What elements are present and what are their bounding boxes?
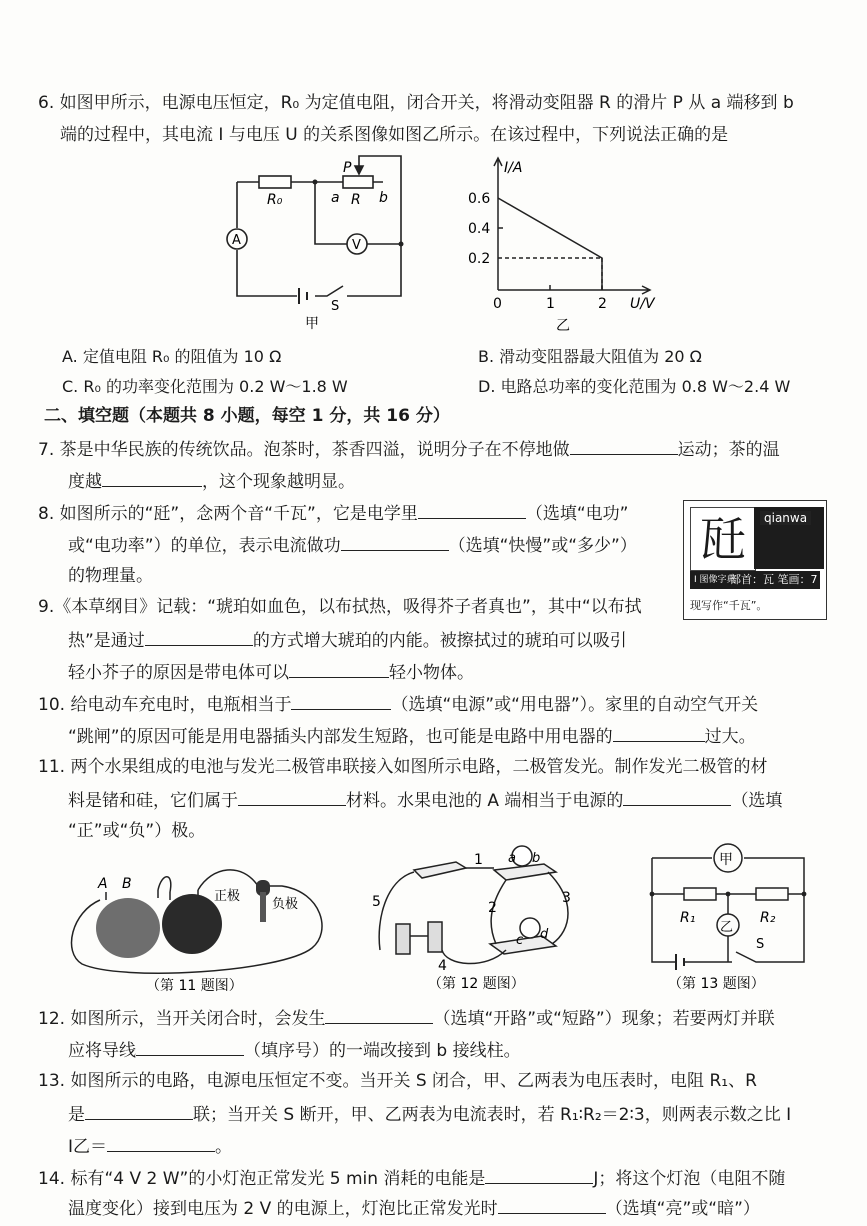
- q12-line2: 应将导线 （填序号）的一端改接到 b 接线柱。: [68, 1038, 521, 1062]
- q8-line3: 的物理量。: [68, 566, 153, 586]
- xtick-2: 2: [598, 296, 607, 312]
- q12-line1: 12. 如图所示，当开关闭合时，会发生 （选填“开路”或“短路”）现象；若要两灯并联: [38, 1006, 775, 1030]
- q11-line3: “正”或“负”）极。: [68, 821, 206, 841]
- q10-line1: 10. 给电动车充电时，电瓶相当于 （选填“电源”或“用电器”）。家里的自动空气开关: [38, 692, 758, 716]
- q8-blank-1[interactable]: [418, 501, 526, 519]
- q12-blank-2[interactable]: [136, 1038, 244, 1056]
- switch-label: S: [331, 299, 340, 314]
- graph-xlabel: U/V: [630, 296, 655, 312]
- wire-5-label: 5: [372, 894, 381, 910]
- dictionary-character: 瓩: [690, 507, 756, 571]
- q9-line1: 9.《本草纲目》记载：“琥珀如血色，以布拭热，吸得芥子者真也”，其中“以布拭: [38, 597, 642, 617]
- q6-option-d: D. 电路总功率的变化范围为 0.8 W～2.4 W: [478, 377, 791, 396]
- q11-blank-1[interactable]: [238, 788, 346, 806]
- terminal-c: c: [516, 933, 524, 948]
- terminal-d: d: [540, 927, 549, 942]
- ytick-0-2: 0.2: [468, 251, 491, 267]
- q13-line1: 13. 如图所示的电路，电源电压恒定不变。当开关 S 闭合，甲、乙两表为电压表时，电阻 R₁、R: [38, 1071, 757, 1091]
- fruit-1: [96, 898, 160, 958]
- q11-blank-2[interactable]: [623, 788, 731, 806]
- q8-line2: 或“电功率”）的单位，表示电流做功 （选填“快慢”或“多少”）: [68, 533, 637, 557]
- wire-3-label: 3: [562, 890, 571, 906]
- q7-line1: 7. 茶是中华民族的传统饮品。泡茶时，茶香四溢，说明分子在不停地做 运动；茶的温: [38, 437, 780, 461]
- fig11-b-label: B: [122, 876, 132, 892]
- meter-jia: 甲: [719, 852, 733, 868]
- xtick-1: 1: [546, 296, 555, 312]
- q9-blank-2[interactable]: [289, 660, 389, 678]
- q11-line1: 11. 两个水果组成的电池与发光二极管串联接入如图所示电路，二极管发光。制作发光二极管的材: [38, 757, 768, 777]
- fig12-lamp-circuit: [366, 840, 596, 992]
- meter-yi: 乙: [720, 920, 734, 935]
- fig11-negative-label: 负极: [272, 897, 299, 912]
- q13-line2: 是 联；当开关 S 断开，甲、乙两表为电流表时，若 R₁∶R₂＝2∶3，则两表示数之比 I: [68, 1102, 791, 1126]
- graph-caption: 乙: [556, 318, 570, 334]
- q12-blank-1[interactable]: [325, 1006, 433, 1024]
- q6-line2: 端的过程中，其电流 I 与电压 U 的关系图像如图乙所示。在该过程中，下列说法正确的是: [60, 125, 729, 145]
- voltmeter-symbol: V: [352, 238, 361, 253]
- fig13-caption: （第 13 题图）: [668, 976, 765, 992]
- q10-blank-1[interactable]: [291, 692, 391, 710]
- fig11-caption: （第 11 题图）: [146, 978, 243, 992]
- fig13-circuit: [632, 840, 832, 992]
- terminal-a: a: [508, 851, 516, 866]
- r-label: R: [351, 192, 361, 208]
- fig11-a-label: A: [98, 876, 108, 892]
- dictionary-note: 现写作“千瓦”。: [690, 599, 768, 612]
- fig11-positive-label: 正极: [214, 889, 241, 904]
- ytick-0-6: 0.6: [468, 191, 491, 207]
- q14-line1: 14. 标有“4 V 2 W”的小灯泡正常发光 5 min 消耗的电能是 J；将这个灯泡（电阻不随: [38, 1166, 785, 1190]
- q7-blank-1[interactable]: [570, 437, 678, 455]
- xtick-0: 0: [493, 296, 502, 312]
- fig13-r1-label: R₁: [680, 910, 696, 926]
- q14-blank-1[interactable]: [485, 1166, 593, 1184]
- q7-blank-2[interactable]: [102, 469, 202, 487]
- ammeter-symbol: A: [232, 233, 241, 248]
- wire-2-label: 2: [488, 900, 497, 916]
- a-label: a: [331, 190, 340, 206]
- wire-1-label: 1: [474, 852, 483, 868]
- q7-line2: 度越 ，这个现象越明显。: [68, 469, 355, 493]
- b-label: b: [379, 190, 388, 206]
- q8-blank-2[interactable]: [341, 533, 449, 551]
- circuit-caption: 甲: [305, 316, 319, 330]
- graph-ylabel: I/A: [504, 160, 523, 176]
- q6-option-c: C. R₀ 的功率变化范围为 0.2 W～1.8 W: [62, 377, 348, 396]
- fig13-r2-label: R₂: [760, 910, 776, 926]
- terminal-b: b: [532, 851, 541, 866]
- q9-line2: 热”是通过 的方式增大琥珀的内能。被擦拭过的琥珀可以吸引: [68, 628, 627, 652]
- section-heading: 二、填空题（本题共 8 小题，每空 1 分，共 16 分）: [44, 406, 450, 426]
- q6-iu-graph: [460, 152, 690, 334]
- p-label: P: [343, 160, 352, 176]
- dictionary-pinyin: qianwa: [760, 511, 811, 525]
- q13-blank-1[interactable]: [85, 1102, 193, 1120]
- q9-blank-1[interactable]: [145, 628, 253, 646]
- q14-line2: 温度变化）接到电压为 2 V 的电源上，灯泡比正常发光时 （选填“亮”或“暗”）: [68, 1196, 760, 1220]
- q6-option-a: A. 定值电阻 R₀ 的阻值为 10 Ω: [62, 347, 282, 366]
- q11-line2: 料是锗和硅，它们属于 材料。水果电池的 A 端相当于电源的 （选填: [68, 788, 782, 812]
- ytick-0-4: 0.4: [468, 221, 491, 237]
- q6-line1: 6. 如图甲所示，电源电压恒定，R₀ 为定值电阻，闭合开关，将滑动变阻器 R 的滑片 P 从 a 端移到 b: [38, 93, 794, 113]
- q13-line3: I乙＝ 。: [68, 1134, 232, 1158]
- q9-line3: 轻小芥子的原因是带电体可以 轻小物体。: [68, 660, 474, 684]
- q8-line1: 8. 如图所示的“瓩”，念两个音“千瓦”，它是电学里 （选填“电功”: [38, 501, 628, 525]
- wire-4-label: 4: [438, 958, 447, 974]
- q6-circuit-diagram: [215, 152, 415, 330]
- q6-option-b: B. 滑动变阻器最大阻值为 20 Ω: [478, 347, 702, 366]
- q10-blank-2[interactable]: [613, 724, 705, 742]
- dictionary-radical: 部首：瓦 笔画：7: [730, 573, 818, 586]
- r0-label: R₀: [267, 192, 283, 208]
- dictionary-source: I 图像字典: [694, 575, 736, 585]
- q10-line2: “跳闸”的原因可能是用电器插头内部发生短路，也可能是电路中用电器的 过大。: [68, 724, 756, 748]
- fig12-caption: （第 12 题图）: [428, 976, 525, 992]
- fig13-switch-label: S: [756, 937, 765, 952]
- fig11-fruit-battery: [62, 852, 352, 992]
- fruit-2: [162, 894, 222, 954]
- q13-blank-2[interactable]: [107, 1134, 215, 1152]
- dictionary-card-image: [683, 500, 827, 620]
- q14-blank-2[interactable]: [498, 1196, 606, 1214]
